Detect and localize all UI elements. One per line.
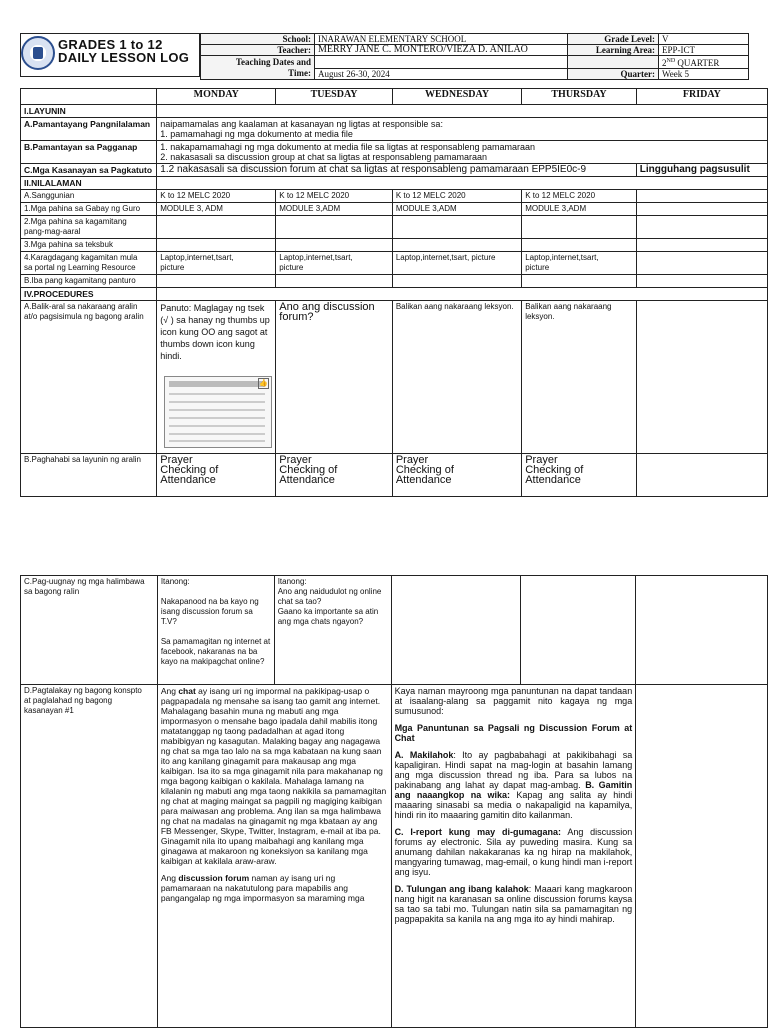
- procedure-a-monday: [157, 301, 276, 454]
- procedure-d-line2: at paglalahad ng bagong: [24, 696, 113, 705]
- r3-monday: [157, 239, 276, 252]
- quarter-empty: [568, 56, 659, 69]
- question-2: Gaano ka importante sa atin ang mga chats ngayon?: [277, 607, 379, 626]
- chat-pre: Ang: [160, 686, 179, 696]
- procedure-c-line2: sa bagong raIin: [24, 587, 80, 596]
- quarter-value: [659, 56, 749, 69]
- procedure-d-friday: [636, 685, 768, 1028]
- section-layunin-empty: [157, 105, 768, 118]
- procedure-c-friday: [636, 576, 768, 685]
- objective-c-label: C.Mga Kasanayan sa Pagkatuto: [21, 164, 157, 177]
- procedure-d-line1: D.Pagtalakay ng bagong konspto: [24, 686, 142, 695]
- resource-4-label: [21, 252, 157, 275]
- quarter-num: 2: [662, 58, 667, 68]
- procedure-c-tuesday: [274, 576, 391, 685]
- thumbs-up-icon: 👍: [259, 380, 269, 387]
- rule-c-title: C. I-report kung may di-gumagana:: [394, 827, 561, 837]
- procedure-b-friday: [636, 454, 767, 497]
- worksheet-line: [169, 425, 265, 427]
- procedure-b-thursday: [522, 454, 637, 497]
- area-label: Learning Area:: [568, 45, 659, 56]
- question-2: Sa pamamagitan ng internet at facebook, nakaranas na ba kayo na makipagchat online?: [160, 637, 271, 666]
- checking: Checking of: [279, 464, 338, 476]
- grade-value: V: [659, 34, 749, 45]
- rule-a-title: A. Makilahok: [394, 750, 454, 760]
- rule-c-text: Ang discussion forums ay electronic. Sila ay puweding masira. Kung sa anumang dahilan nakakaranas ka ng hirap na makilahok, mangyaring tumawag, mag-email, o kung hindi man i-report ang isyu.: [394, 827, 633, 877]
- chat-paragraph: [161, 686, 388, 866]
- resource-a-label: A.Sanggunian: [21, 190, 157, 203]
- resource-2-line1: 2.Mga pahina sa kagamitang: [24, 217, 127, 226]
- itanong: Itanong:: [277, 577, 307, 586]
- chat-rest: ay isang uri ng impormal na pakikipag-usap o pagpapadala ng mensahe sa isang tao gamit ang internet. Mahalagang basahin muna ng mabuti ang mga impormasyon o mensahe bago ipadala dahil mabilis itong matatanggap ng taong padadalhan at agad itong mabibigyan ng kasagutan. Malaking bagay ang nagagawa ng chat sa mga tao lalo na sa mga kabataan na kung saan ito ang kanilang ginagamit para makausap ang mga kaibigan. Isa ito sa mga ginagamit nila para makahanap ng mga bagong kaibigan o kakilala. Mahalaga lamang na kilalanin ng mabuti ang mga taong nakikila sa pamamagitan ng chat at maging maingat sa pagpili ng magiging kaibigan para maiwasan ang problema. Ang ilan sa mga halimbawa ng chat na madalas na ginagamit ng mga kbataan ay ang FB Messenger, Skype, Twitter, Instagram, e-mail at iba pa. Ginagamit nila ito upang maibahagi ang kanilang mga ginagawa at makaroon ng koneksiyon sa kanilang mga kaibigan at kakilala araw-araw.: [160, 686, 387, 866]
- procedure-b-label: B.Paghahabi sa layunin ng aralin: [21, 454, 157, 497]
- forum-paragraph: [161, 873, 388, 903]
- school-label: School:: [201, 34, 315, 45]
- objective-b-text: [157, 141, 768, 164]
- r2-tuesday: [276, 216, 393, 239]
- forum-term: discussion forum: [178, 873, 250, 883]
- rb-friday: [636, 275, 767, 288]
- objective-b-line1: 1. nakapamamahagi ng mga dokumento at media file sa ligtas at responsableng pamamaraan: [160, 142, 535, 152]
- r4-wednesday: Laptop,internet,tsart, picture: [392, 252, 521, 275]
- attendance: Attendance: [525, 474, 581, 486]
- objective-c-text: 1.2 nakasasali sa discussion forum at chat sa ligtas at responsableng pamamaraan EPP5IE0c-9: [157, 164, 637, 177]
- procedure-a-tuesday: Ano ang discussion forum?: [276, 301, 393, 454]
- rule-c: [395, 827, 633, 877]
- ref-tuesday: K to 12 MELC 2020: [276, 190, 393, 203]
- procedure-b-wednesday: [392, 454, 521, 497]
- forum-pre: Ang: [160, 873, 179, 883]
- ref-monday: K to 12 MELC 2020: [157, 190, 276, 203]
- prayer: Prayer: [279, 454, 312, 466]
- section-procedures: IV.PROCEDURES: [21, 288, 157, 301]
- r3-thursday: [522, 239, 637, 252]
- objective-a-line1: naipamamalas ang kaalaman at kasanayan ng ligtas at responsible sa:: [160, 119, 443, 129]
- rule-a-b: [395, 750, 633, 820]
- procedure-a-line1: A.Balik-aral sa nakaraang aralin: [24, 302, 138, 311]
- day-wednesday: WEDNESDAY: [392, 89, 521, 105]
- r1-monday: MODULE 3, ADM: [157, 203, 276, 216]
- panuto-text: Panuto: Maglagay ng tsek (√ ) sa hanay ng thumbs up icon kung OO ang sagot at thumbs down icon kung hindi.: [160, 303, 270, 361]
- procedure-d-label: [21, 685, 158, 1028]
- worksheet-title-bar: [169, 381, 265, 387]
- r1-friday: [636, 203, 767, 216]
- dates-label-line1: Teaching Dates and: [235, 56, 311, 67]
- prayer: Prayer: [160, 454, 193, 466]
- ref-thursday: K to 12 MELC 2020: [522, 190, 637, 203]
- resource-4-line1: 4.Karagdagang kagamitan mula: [24, 253, 138, 262]
- area-value: EPP-ICT: [659, 45, 749, 56]
- worksheet-line: [169, 417, 265, 419]
- rules-intro: Kaya naman mayroong mga panuntunan na dapat tandaan at isaalang-alang sa paggamit nito kagaya ng mga sumusunod:: [394, 686, 633, 716]
- r4-tuesday: [276, 252, 393, 275]
- lesson-log-table: [20, 88, 768, 497]
- ref-wednesday: K to 12 MELC 2020: [392, 190, 521, 203]
- rule-b-text: Kapag ang salita ay hindi maaaring sinasabi sa media o nakapaligid na kapamilya, hindi rin ito maaaring gamitin dito kailanman.: [394, 790, 633, 820]
- worksheet-line: [169, 401, 265, 403]
- day-monday: MONDAY: [157, 89, 276, 105]
- chat-term: chat: [178, 686, 196, 696]
- procedure-c-wednesday: [391, 576, 521, 685]
- r4-tuesday-a: Laptop,internet,tsart,: [279, 253, 353, 262]
- r4-monday-a: Laptop,internet,tsart,: [160, 253, 234, 262]
- prayer: Prayer: [395, 454, 429, 466]
- title-line2: DAILY LESSON LOG: [58, 50, 190, 65]
- r3-tuesday: [276, 239, 393, 252]
- resource-2-line2: pang-mag-aaral: [24, 227, 81, 236]
- worksheet-thumbnail: [164, 376, 272, 448]
- procedure-a-wednesday: Balikan aang nakaraang leksyon.: [392, 301, 521, 454]
- section-layunin: I.LAYUNIN: [21, 105, 157, 118]
- r3-friday: [636, 239, 767, 252]
- section-procedures-empty: [157, 288, 768, 301]
- r4-tuesday-b: picture: [279, 263, 304, 272]
- r4-monday: [157, 252, 276, 275]
- worksheet-line: [169, 409, 265, 411]
- procedure-a-friday: [636, 301, 767, 454]
- document-title: [58, 38, 189, 64]
- section-nilalaman: II.NILALAMAN: [21, 177, 157, 190]
- procedure-d-monday-tuesday: [157, 685, 391, 1028]
- worksheet-line: [169, 440, 265, 442]
- rb-thursday: [522, 275, 637, 288]
- resource-2-label: [21, 216, 157, 239]
- rb-wednesday: [392, 275, 521, 288]
- r4-monday-b: picture: [160, 263, 185, 272]
- procedure-d-line3: kasanayan #1: [24, 706, 74, 715]
- checking: Checking of: [395, 464, 454, 476]
- lesson-log-table-continued: [20, 575, 768, 1028]
- r4-friday: [636, 252, 767, 275]
- dates-label: [201, 56, 315, 80]
- worksheet-line: [169, 433, 265, 435]
- prayer: Prayer: [525, 454, 558, 466]
- attendance: Attendance: [160, 474, 216, 486]
- attendance: Attendance: [279, 474, 335, 486]
- objective-a-text: [157, 118, 768, 141]
- procedure-c-line1: C.Pag-uugnay ng mga halimbawa: [24, 577, 145, 586]
- day-tuesday: TUESDAY: [276, 89, 393, 105]
- objective-c-friday: Lingguhang pagsusulit: [636, 164, 767, 177]
- r2-monday: [157, 216, 276, 239]
- rule-b-title: B. Gamitin ang naaangkop na wika:: [394, 780, 633, 800]
- school-value: INARAWAN ELEMENTARY SCHOOL: [315, 34, 568, 45]
- resource-b-label: B.Iba pang kagamitang panturo: [21, 275, 157, 288]
- question-1: Nakapanood na ba kayo ng isang discussion forum sa T.V?: [160, 597, 259, 626]
- section-nilalaman-empty: [157, 177, 768, 190]
- r2-friday: [636, 216, 767, 239]
- r3-wednesday: [392, 239, 521, 252]
- objective-a-label: A.Pamantayang Pangnilalaman: [21, 118, 157, 141]
- corner-cell: [21, 89, 157, 105]
- r1-wednesday: MODULE 3,ADM: [392, 203, 521, 216]
- resource-3-label: 3.Mga pahina sa teksbuk: [21, 239, 157, 252]
- attendance: Attendance: [395, 474, 452, 486]
- r2-thursday: [522, 216, 637, 239]
- procedure-a-label: [21, 301, 157, 454]
- resource-1-label: 1.Mga pahina sa Gabay ng Guro: [21, 203, 157, 216]
- objective-b-label: B.Pamantayan sa Pagganap: [21, 141, 157, 164]
- forum-rest: naman ay isang uri ng pamamaraan na nakatutulong para mapabilis ang pangangalap ng mga impormasyon sa maraming mga: [160, 873, 365, 903]
- checking: Checking of: [160, 464, 219, 476]
- procedure-d-wednesday-thursday: [391, 685, 636, 1028]
- deped-seal-icon: [21, 36, 55, 70]
- worksheet-line: [169, 393, 265, 395]
- rule-d-text: : Maaari kang magkaroon nang higit na karanasan sa online discussion forums kaysa sa tao sa tabi mo. Tulungan natin sila sa pamamagitan ng pagpapakita sa kanila na ang mga ito ay hindi mahirap.: [394, 884, 633, 924]
- quarter-sup: ND: [666, 58, 676, 64]
- r4-thursday-b: picture: [525, 263, 550, 272]
- header-info-table: [200, 33, 749, 80]
- r4-thursday: [522, 252, 637, 275]
- objective-b-line2: 2. nakasasali sa discussion group at chat sa ligtas at responsableng pamamaraan: [160, 152, 487, 162]
- rule-a-text: : Ito ay pagbabahagi at pakikibahagi sa kapaligiran. Hindi sapat na mag-login at basahin lamang ang mga discussion thread ng iba. Para sa lubos na pakinabang ang lahat ay dapat mag-ambag.: [394, 750, 633, 790]
- procedure-a-line2: at/o pagsisimula ng bagong aralin: [24, 312, 144, 321]
- quarter-label: Quarter:: [568, 69, 659, 80]
- r2-wednesday: [392, 216, 521, 239]
- r4-thursday-a: Laptop,internet,tsart,: [525, 253, 599, 262]
- r1-tuesday: MODULE 3,ADM: [276, 203, 393, 216]
- rb-tuesday: [276, 275, 393, 288]
- dates-label-line2: Time:: [288, 67, 311, 78]
- rule-d-title: D. Tulungan ang ibang kalahok: [394, 884, 529, 894]
- procedure-c-monday: [157, 576, 274, 685]
- rule-d: [395, 884, 633, 924]
- question-1: Ano ang naidudulot ng online chat sa tao?: [277, 587, 382, 606]
- rules-heading: Mga Panuntunan sa Pagsali ng Discussion Forum at Chat: [394, 723, 633, 743]
- dates-value: August 26-30, 2024: [315, 69, 568, 80]
- resource-4-line2: sa portal ng Learning Resource: [24, 263, 136, 272]
- r1-thursday: MODULE 3,ADM: [522, 203, 637, 216]
- procedure-c-thursday: [521, 576, 636, 685]
- checking: Checking of: [525, 464, 584, 476]
- week-value: Week 5: [659, 69, 749, 80]
- teacher-label: Teacher:: [201, 45, 315, 56]
- itanong: Itanong:: [160, 577, 190, 586]
- grade-label: Grade Level:: [568, 34, 659, 45]
- rb-monday: [157, 275, 276, 288]
- day-friday: FRIDAY: [636, 89, 767, 105]
- ref-friday: [636, 190, 767, 203]
- day-thursday: THURSDAY: [522, 89, 637, 105]
- procedure-a-thursday: Balikan aang nakaraang leksyon.: [522, 301, 637, 454]
- procedure-b-tuesday: [276, 454, 393, 497]
- quarter-text: QUARTER: [675, 58, 720, 68]
- dates-empty: [315, 56, 568, 69]
- title-line1: GRADES 1 to 12: [58, 37, 163, 52]
- procedure-b-monday: [157, 454, 276, 497]
- teacher-value: MERRY JANE C. MONTERO/VIEZA D. ANILAO: [315, 45, 568, 56]
- objective-a-line2: 1. pamamahagi ng mga dokumento at media file: [160, 129, 353, 139]
- procedure-c-label: [21, 576, 158, 685]
